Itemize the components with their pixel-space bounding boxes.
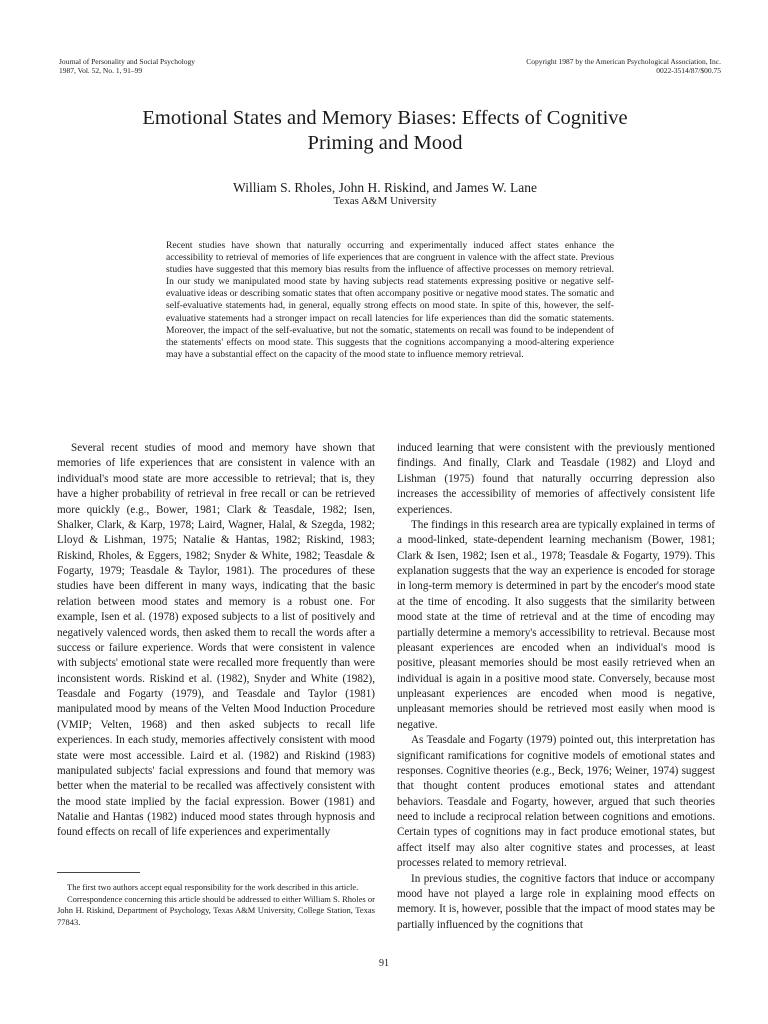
copyright-notice bbox=[526, 57, 721, 75]
body-paragraph: The findings in this research area are typically explained in terms of a mood-linked, state-dependent learning mechanism (Bower, 1981; Clark & Isen, 1982; Isen et al., 1978; Teasdale & Fogarty, 1979). This explanation suggests that the way an experience is encoded for storage in long-term memory is determined in part by the encoder's mood state at the time of encoding. It also suggests that the similarity between mood state at the time of retrieval and at the time of encoding may partially determine a memory's accessibility to retrieval. Because most pleasant experiences are encoded when an individual's mood is positive, pleasant memories should be most easily retrieved when an individual is again in a positive mood state. Conversely, because most unpleasant experiences are encoded when mood is negative, unpleasant memories should be retrieved most easily when mood is negative. bbox=[397, 518, 715, 731]
copyright-line: Copyright 1987 by the American Psychological Association, Inc. bbox=[526, 57, 721, 66]
title-line-2: Priming and Mood bbox=[307, 132, 463, 154]
body-paragraph: induced learning that were consistent with the previously mentioned findings. And finally, Clark and Teasdale (1982) and Lloyd and Lishman (1975) found that naturally occurring depression also increases the accessibility of memories of affectively consistent life experiences. bbox=[397, 442, 715, 516]
body-paragraph: As Teasdale and Fogarty (1979) pointed out, this interpretation has significant ramifications for cognitive models of emotional states and responses. Cognitive theories (e.g., Beck, 1976; Weiner, 1974) suggest that thought content produces emotional states and attendant behaviors. Teasdale and Fogarty, however, argued that such theories need to include a reciprocal relation between cognitions and emotions. Certain types of cognitions may in fact produce emotional states, but affect itself may also alter cognitive states and processes, at least processes related to memory retrieval. bbox=[397, 734, 715, 870]
body-column-left bbox=[57, 441, 375, 841]
footnote-correspondence: Correspondence concerning this article should be addressed to either William S. Rholes or John H. Riskind, Department of Psychology, Texas A&M University, College Station, Texas 77843. bbox=[57, 893, 375, 927]
journal-name: Journal of Personality and Social Psychology bbox=[59, 57, 196, 66]
abstract-text: Recent studies have shown that naturally occurring and experimentally induced affect states enhance the accessibility to retrieval of memories of life experiences that are congruent in valence with the affect state. Previous studies have suggested that this memory bias results from the influence of affective processes on memory retrieval. In our study we manipulated mood state by having subjects read statements expressing positive or negative self-evaluative ideas or describing somatic states that often accompany positive or negative mood states. The somatic and self-evaluative statements had, in general, equally strong effects on mood state. In spite of this, however, the self-evaluative statements had a stronger impact on recall latencies for life experiences than did the somatic statements. Moreover, the impact of the self-evaluative, but not the somatic, statements on recall was found to be independent of the statements' effects on mood state. This suggests that the cognitions accompanying a mood-altering experience may have a substantial effect on the capacity of the mood state to influence memory retrieval. bbox=[166, 240, 614, 360]
footnote-authorship: The first two authors accept equal responsibility for the work described in this article. bbox=[67, 882, 359, 892]
body-column-right bbox=[397, 441, 715, 933]
article-title bbox=[60, 106, 710, 156]
author-list: William S. Rholes, John H. Riskind, and James W. Lane bbox=[233, 180, 537, 195]
issn-price: 0022-3514/87/$00.75 bbox=[656, 66, 721, 75]
abstract bbox=[166, 240, 614, 361]
footnotes bbox=[57, 882, 375, 928]
journal-citation bbox=[59, 57, 195, 75]
journal-volume: 1987, Vol. 52, No. 1, 91–99 bbox=[59, 66, 143, 75]
affiliation: Texas A&M University bbox=[333, 195, 437, 207]
page-number: 91 bbox=[379, 958, 389, 969]
body-paragraph: In previous studies, the cognitive factors that induce or accompany mood have not played a large role in explaining mood effects on memory. It is, however, possible that the impact of mood states may be partially influenced by the cognitions that bbox=[397, 872, 715, 931]
body-paragraph: Several recent studies of mood and memory have shown that memories of life experiences that are consistent in valence with an individual's mood state are more accessible to retrieval; that is, they have a higher probability of retrieval in free recall or can be retrieved more quickly (e.g., Bower, 1981; Clark & Teasdale, 1982; Isen, Shalker, Clark, & Karp, 1978; Laird, Wagner, Halal, & Szegda, 1982; Lloyd & Lishman, 1975; Natalie & Hantas, 1982; Riskind, 1983; Riskind, Rholes, & Eggers, 1982; Snyder & White, 1982; Teasdale & Fogarty, 1979; Teasdale & Taylor, 1981). The procedures of these studies have been different in many ways, indicating that the basic relation between mood states and memory is a robust one. For example, Isen et al. (1978) exposed subjects to a list of positively and negatively valenced words, then asked them to recall the words after a success or failure experience. Words that were consistent in valence with subjects' emotional state were recalled more frequently than were inconsistent words. Riskind et al. (1982), Snyder and White (1982), Teasdale and Fogarty (1979), and Teasdale and Taylor (1981) manipulated mood by means of the Velten Mood Induction Procedure (VMIP; Velten, 1968) and then asked subjects to recall life experiences. In each study, memories affectively consistent with mood state were most accessible. Laird et al. (1982) and Riskind (1983) manipulated subjects' facial expressions and found that memory was better when the material to be recalled was affectively consistent with the mood state implied by the facial expression. Bower (1981) and Natalie and Hantas (1982) induced mood states through hypnosis and found effects on recall of life experiences and experimentally bbox=[57, 442, 375, 839]
title-line-1: Emotional States and Memory Biases: Effects of Cognitive bbox=[142, 107, 628, 129]
footnote-rule bbox=[57, 872, 140, 873]
